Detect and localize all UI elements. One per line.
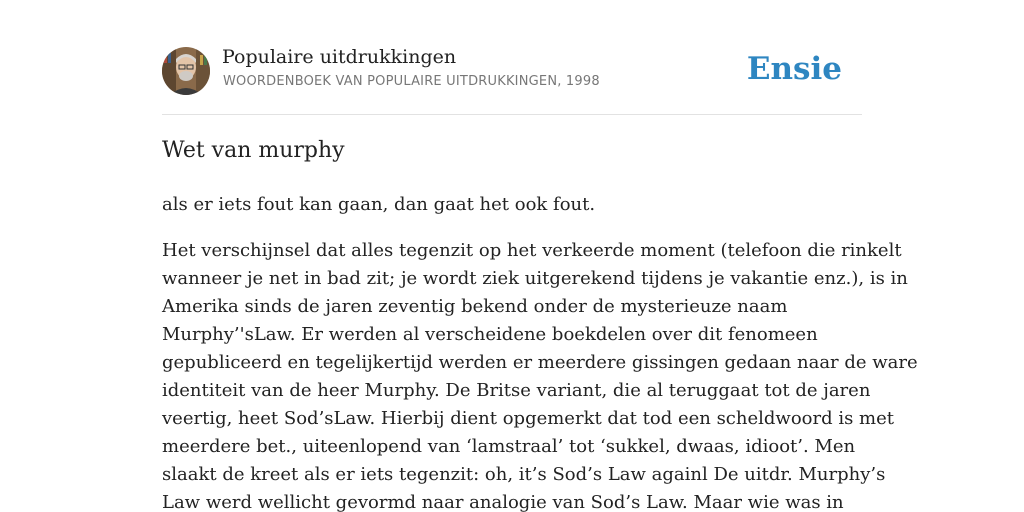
body-line: Amerika sinds de jaren zeventig bekend onder de mysterieuze naam (162, 296, 788, 317)
body-line: slaakt de kreet als er iets tegenzit: oh, it’s Sod’s Law againl De uitdr. Murphy’s (162, 464, 886, 485)
body-line: Murphy’'sLaw. Er werden al verscheidene boekdelen over dit fenomeen (162, 324, 818, 345)
source-title[interactable]: Populaire uitdrukkingen (222, 46, 457, 68)
body-line: Het verschijnsel dat alles tegenzit op het verkeerde moment (telefoon die rinkelt (162, 240, 902, 261)
body-line: veertig, heet Sod’sLaw. Hierbij dient opgemerkt dat tod een scheldwoord is met (162, 408, 895, 429)
source-subtitle: WOORDENBOEK VAN POPULAIRE UITDRUKKINGEN, 1998 (223, 74, 600, 89)
avatar[interactable] (162, 47, 210, 95)
body-line: gepubliceerd en tegelijkertijd werden er meerdere gissingen gedaan naar de ware (162, 352, 918, 373)
body-line: wanneer je net in bad zit; je wordt ziek uitgerekend tijdens je vakantie enz.), is in (162, 268, 908, 289)
entry-title: Wet van murphy (162, 138, 345, 163)
source-header (162, 46, 862, 115)
entry-body (162, 237, 918, 512)
body-line: identiteit van de heer Murphy. De Britse variant, die al teruggaat tot de jaren (162, 380, 871, 401)
ensie-logo[interactable]: Ensie (746, 51, 842, 87)
body-line: meerdere bet., uiteenlopend van ‘lamstraal’ tot ‘sukkel, dwaas, idioot’. Men (162, 436, 856, 457)
entry-definition: als er iets fout kan gaan, dan gaat het ook fout. (162, 194, 596, 215)
body-line: Law werd wellicht gevormd naar analogie van Sod’s Law. Maar wie was in (162, 492, 844, 512)
avatar-image (162, 47, 210, 95)
